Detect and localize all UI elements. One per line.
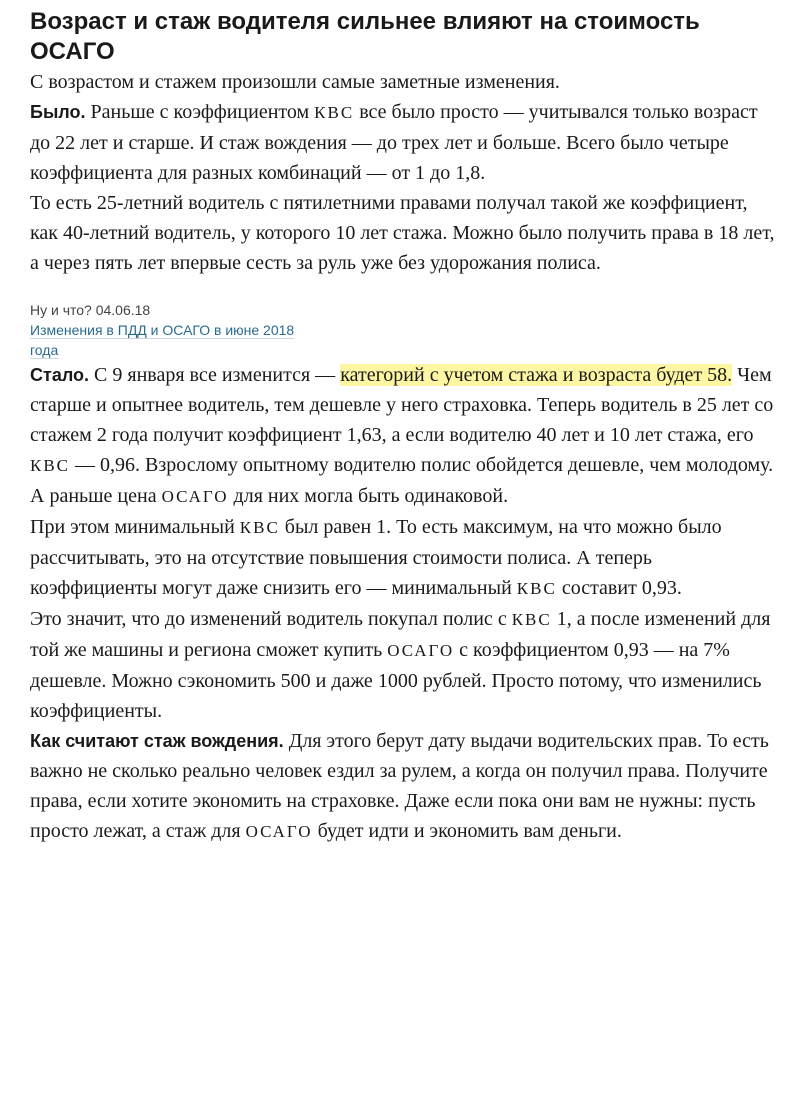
- experience-text-2: будет идти и экономить вам деньги.: [312, 820, 622, 842]
- abbr-osago: ОСАГО: [245, 822, 313, 841]
- related-article-link[interactable]: [30, 320, 315, 360]
- minimum-text-1: При этом минимальный: [30, 516, 240, 538]
- after-text-4: для них могла быть одинаковой.: [228, 485, 509, 507]
- minimum-text-2: был равен 1. То есть максимум, на что можно было рассчитывать, это на отсутствие повышения стоимости полиса. А теперь коэффициенты могут даже снизить его — минимальный: [30, 516, 722, 599]
- minimum-text-3: составит 0,93.: [556, 577, 682, 599]
- before-text-1: Раньше с коэффициентом: [85, 101, 315, 123]
- meaning-paragraph: [30, 604, 775, 726]
- example-paragraph: То есть 25-летний водитель с пятилетними правами получал такой же коэффициент, как 40-летний водитель, у которого 10 лет стажа. Можно было получить права в 18 лет, а через пять лет впервые сесть за руль уже без удорожания полиса.: [30, 192, 775, 274]
- experience-text-1: Для этого берут дату выдачи водительских прав. То есть важно не сколько реально человек ездил за рулем, а когда он получил права. Получите права, если хотите экономить на страховке. Даже если пока они вам не нужны: пусть просто лежат, а стаж для: [30, 730, 769, 842]
- experience-lead: Как считают стаж вождения.: [30, 731, 284, 751]
- highlighted-text: категорий с учетом стажа и возраста будет 58.: [340, 364, 733, 386]
- meaning-text-1: Это значит, что до изменений водитель покупал полис с: [30, 608, 512, 630]
- after-text-3: — 0,96. Взрослому опытному водителю полис обойдется дешевле, чем молодому. А раньше цена: [30, 454, 774, 507]
- abbr-osago: ОСАГО: [387, 641, 455, 660]
- before-text-2: все было просто — учитывался только возраст до 22 лет и старше. И стаж вождения — до трех лет и больше. Всего было четыре коэффициента для разных комбинаций — от 1 до 1,8.: [30, 101, 758, 184]
- abbr-kvs: КВС: [511, 610, 552, 629]
- section-heading: Возраст и стаж водителя сильнее влияют на стоимость ОСАГО: [30, 8, 700, 65]
- after-lead: Стало.: [30, 365, 90, 385]
- after-paragraph: [30, 360, 775, 512]
- article: [30, 0, 775, 847]
- abbr-osago: ОСАГО: [161, 487, 229, 506]
- meaning-text-2: 1, а после изменений для той же машины и региона сможет купить: [30, 608, 771, 661]
- abbr-kvs: КВС: [314, 103, 355, 122]
- after-text-1: С 9 января все изменится —: [89, 364, 341, 386]
- abbr-kvs: КВС: [239, 518, 280, 537]
- related-meta: Ну и что? 04.06.18: [30, 302, 151, 318]
- before-lead: Было.: [30, 102, 86, 122]
- abbr-kvs: КВС: [30, 456, 71, 475]
- abbr-kvs: КВС: [516, 579, 557, 598]
- before-paragraph: [30, 97, 775, 188]
- intro-paragraph: С возрастом и стажем произошли самые заметные изменения.: [30, 71, 560, 93]
- minimum-paragraph: [30, 512, 775, 604]
- related-article-link-label: Изменения в ПДД и ОСАГО в июне 2018 года: [30, 322, 295, 358]
- experience-paragraph: [30, 726, 775, 847]
- after-text-2: Чем старше и опытнее водитель, тем дешевле у него страховка. Теперь водитель в 25 лет со стажем 2 года получит коэффициент 1,63, а если водителю 40 лет и 10 лет стажа, его: [30, 364, 774, 446]
- related-article: [30, 300, 775, 360]
- meaning-text-3: с коэффициентом 0,93 — на 7% дешевле. Можно сэкономить 500 и даже 1000 рублей. Просто потому, что изменились коэффициенты.: [30, 639, 762, 722]
